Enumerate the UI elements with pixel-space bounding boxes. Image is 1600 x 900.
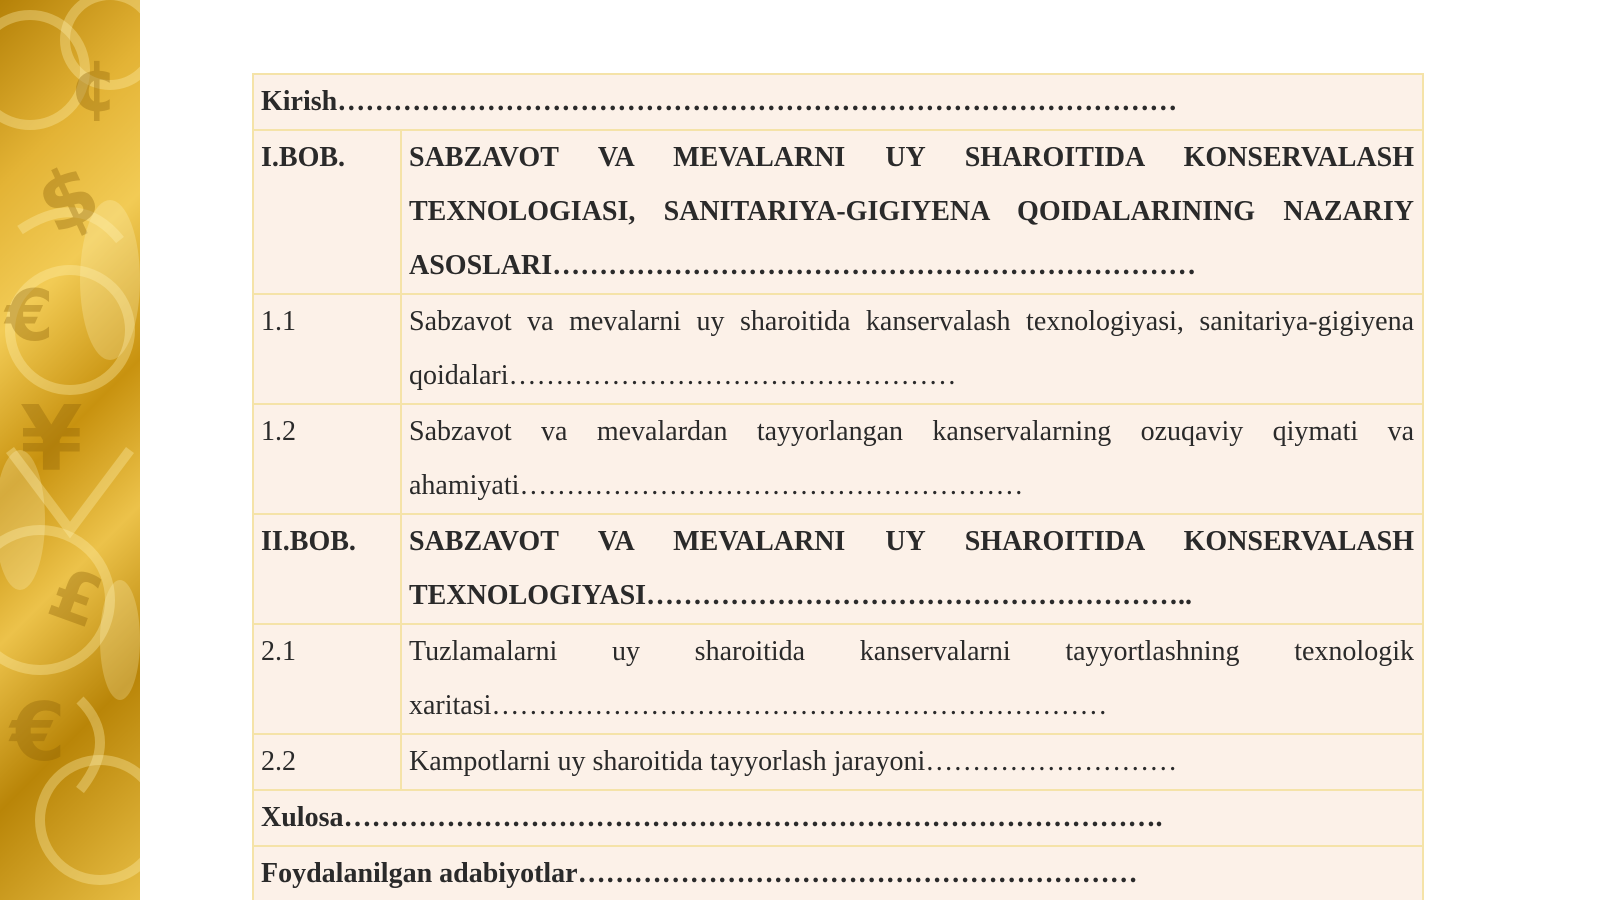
chapter1-title: SABZAVOT VA MEVALARNI UY SHAROITIDA KONSERVALASH TEXNOLOGIASI, SANITARIYA-GIGIYENA QOIDALARINING NAZARIY ASOSLARI…………………………………………………………… [401,130,1423,294]
section-1-2-title: Sabzavot va mevalardan tayyorlangan kanservalarning ozuqaviy qiymati va ahamiyati……………………………………………… [401,404,1423,514]
svg-text:€: € [10,686,66,779]
chapter2-title: SABZAVOT VA MEVALARNI UY SHAROITIDA KONSERVALASH TEXNOLOGIYASI………………………………………………….. [401,514,1423,624]
toc-row-chapter1 [253,130,1423,294]
table-of-contents [252,73,1424,900]
section-1-2-number: 1.2 [253,404,401,514]
toc-conclusion: Xulosa……………………………………………………………………………. [253,790,1423,846]
toc-row-section-1-1 [253,294,1423,404]
section-2-2-title: Kampotlarni uy sharoitida tayyorlash jarayoni……………………… [401,734,1423,790]
section-1-1-title: Sabzavot va mevalarni uy sharoitida kanservalash texnologiyasi, sanitariya-gigiyena qoidalari………………………………………… [401,294,1423,404]
section-2-2-number: 2.2 [253,734,401,790]
svg-text:$: $ [23,145,114,253]
svg-text:¢: ¢ [70,45,119,127]
toc-row-conclusion [253,790,1423,846]
toc-intro: Kirish……………………………………………………………………………… [253,74,1423,130]
toc-row-section-2-2 [253,734,1423,790]
toc-row-section-2-1 [253,624,1423,734]
section-2-1-number: 2.1 [253,624,401,734]
toc-row-intro [253,74,1423,130]
currency-symbols-pattern-icon [0,0,140,900]
toc-row-section-1-2 [253,404,1423,514]
toc-row-references [253,846,1423,900]
section-1-1-number: 1.1 [253,294,401,404]
svg-text:£: £ [38,550,113,645]
chapter1-number: I.BOB. [253,130,401,294]
svg-text:¥: ¥ [20,387,83,492]
section-2-1-title: Tuzlamalarni uy sharoitida kanservalarni tayyortlashning texnologik xaritasi………………………………………………………… [401,624,1423,734]
toc-references: Foydalanilgan adabiyotlar…………………………………………………… [253,846,1423,900]
toc-row-chapter2 [253,514,1423,624]
decorative-side-strip [0,0,140,900]
chapter2-number: II.BOB. [253,514,401,624]
svg-text:€: € [5,275,54,357]
